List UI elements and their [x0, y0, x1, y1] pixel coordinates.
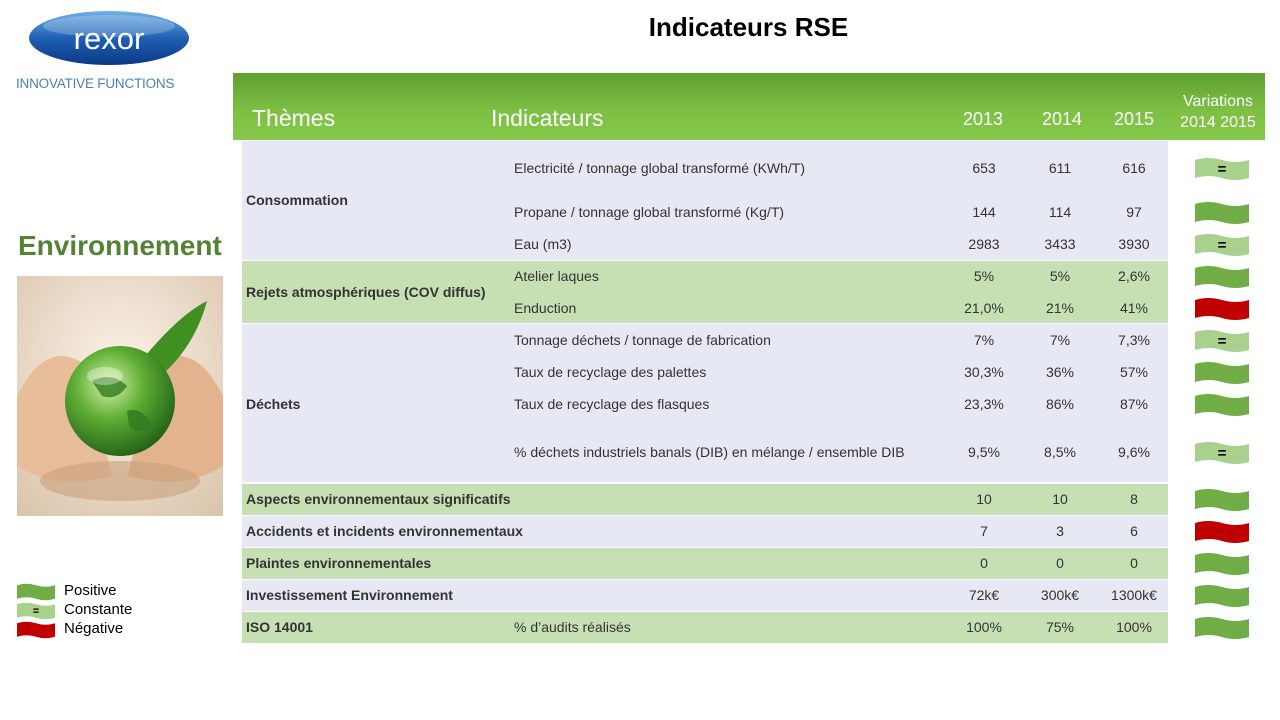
value-2013: 10 [976, 491, 992, 507]
table-header [233, 73, 1265, 140]
header-variations-line2: 2014 2015 [1180, 114, 1256, 131]
value-2014: 3433 [1044, 236, 1076, 252]
value-2013: 30,3% [964, 364, 1004, 380]
legend-positive-label: Positive [64, 582, 117, 599]
variation-flag-positive-icon [1195, 584, 1249, 608]
value-2015: 41% [1119, 300, 1149, 316]
value-2014: 36% [1045, 364, 1075, 380]
value-2013: 2983 [968, 236, 1000, 252]
svg-text:=: = [32, 605, 40, 618]
indicator-label: Propane / tonnage global transformé (Kg/T) [514, 204, 785, 220]
value-2014: 300k€ [1040, 587, 1080, 603]
indicator-label: Taux de recyclage des palettes [514, 364, 707, 380]
theme-accidents: Accidents et incidents environnementaux [246, 523, 523, 539]
svg-text:rexor: rexor [73, 21, 145, 56]
value-2015: 0 [1130, 555, 1138, 571]
value-2013: 5% [973, 268, 995, 284]
value-2015: 1300k€ [1111, 587, 1157, 603]
indicator-label: Eau (m3) [514, 236, 572, 252]
theme-dechets: Déchets [246, 396, 301, 412]
value-2014: 3 [1056, 523, 1064, 539]
header-year-2015: 2015 [1113, 109, 1155, 129]
theme-plaintes: Plaintes environnementales [246, 555, 432, 571]
legend-negative-icon [17, 621, 55, 639]
value-2015: 8 [1130, 491, 1138, 507]
header-year-2014: 2014 [1041, 109, 1083, 129]
indicator-label: Enduction [514, 300, 577, 316]
header-year-2013: 2013 [962, 109, 1004, 129]
variation-flag-positive-icon [1195, 265, 1249, 289]
indicator-label: Tonnage déchets / tonnage de fabrication [514, 332, 771, 348]
value-2014: 5% [1049, 268, 1071, 284]
theme-consommation: Consommation [246, 192, 348, 208]
value-2014: 7% [1049, 332, 1071, 348]
value-2015: 2,6% [1118, 268, 1150, 284]
value-2013: 100% [966, 619, 1002, 635]
header-themes: Thèmes [252, 105, 336, 131]
value-2014: 0 [1056, 555, 1064, 571]
value-2013: 7 [980, 523, 988, 539]
value-2015: 57% [1119, 364, 1149, 380]
value-2013: 144 [972, 204, 996, 220]
value-2015: 87% [1119, 396, 1149, 412]
value-2015: 6 [1130, 523, 1138, 539]
globe-in-hands-image [17, 276, 223, 516]
value-2013: 72k€ [968, 587, 1000, 603]
variation-flag-positive-icon [1195, 552, 1249, 576]
variation-flag-positive-icon [1195, 201, 1249, 225]
value-2015: 100% [1116, 619, 1152, 635]
value-2014: 8,5% [1044, 444, 1076, 460]
variation-flag-constante-icon [1195, 441, 1249, 465]
header-indicateurs: Indicateurs [491, 105, 604, 131]
value-2015: 616 [1122, 160, 1146, 176]
variation-flag-constante-icon [1195, 329, 1249, 353]
theme-aspects: Aspects environnementaux significatifs [246, 491, 511, 507]
variation-flag-constante-icon [1195, 157, 1249, 181]
svg-text:=: = [1217, 333, 1227, 350]
variation-flag-positive-icon [1195, 393, 1249, 417]
page-title: Indicateurs RSE [648, 12, 849, 42]
header-variations [1173, 91, 1263, 133]
theme-iso: ISO 14001 [246, 619, 313, 635]
legend-positive-icon [17, 583, 55, 601]
svg-text:=: = [1217, 161, 1227, 178]
tagline: INNOVATIVE FUNCTIONS [16, 76, 175, 91]
value-2014: 86% [1045, 396, 1075, 412]
variation-flag-positive-icon [1195, 488, 1249, 512]
indicator-label: % déchets industriels banals (DIB) en mélange / ensemble DIB [514, 444, 905, 460]
section-title: Environnement [18, 230, 222, 261]
value-2013: 21,0% [964, 300, 1004, 316]
legend-constante-label: Constante [64, 601, 133, 618]
indicator-label: Electricité / tonnage global transformé (KWh/T) [514, 160, 806, 176]
legend-constante-icon [17, 602, 55, 620]
variation-flag-negative-icon [1195, 297, 1249, 321]
theme-rejets: Rejets atmosphériques (COV diffus) [246, 284, 486, 300]
variation-flag-constante-icon [1195, 233, 1249, 257]
value-2014: 75% [1045, 619, 1075, 635]
svg-text:=: = [1217, 237, 1227, 254]
variation-flag-positive-icon [1195, 616, 1249, 640]
value-2013: 9,5% [968, 444, 1000, 460]
value-2015: 9,6% [1118, 444, 1150, 460]
indicator-label: % d’audits réalisés [514, 619, 631, 635]
variation-flag-positive-icon [1195, 361, 1249, 385]
svg-text:=: = [1217, 445, 1227, 462]
indicator-label: Atelier laques [514, 268, 599, 284]
value-2013: 653 [972, 160, 996, 176]
value-2015: 97 [1126, 204, 1142, 220]
value-2013: 0 [980, 555, 988, 571]
value-2014: 21% [1045, 300, 1075, 316]
legend-negative-label: Négative [64, 620, 124, 637]
value-2015: 3930 [1118, 236, 1150, 252]
value-2013: 23,3% [964, 396, 1004, 412]
value-2015: 7,3% [1118, 332, 1150, 348]
variation-flag-negative-icon [1195, 520, 1249, 544]
theme-investissement: Investissement Environnement [246, 587, 453, 603]
indicator-label: Taux de recyclage des flasques [514, 396, 710, 412]
value-2014: 10 [1052, 491, 1068, 507]
value-2013: 7% [973, 332, 995, 348]
header-variations-line1: Variations [1183, 93, 1253, 110]
value-2014: 611 [1048, 160, 1072, 176]
value-2014: 114 [1048, 204, 1072, 220]
